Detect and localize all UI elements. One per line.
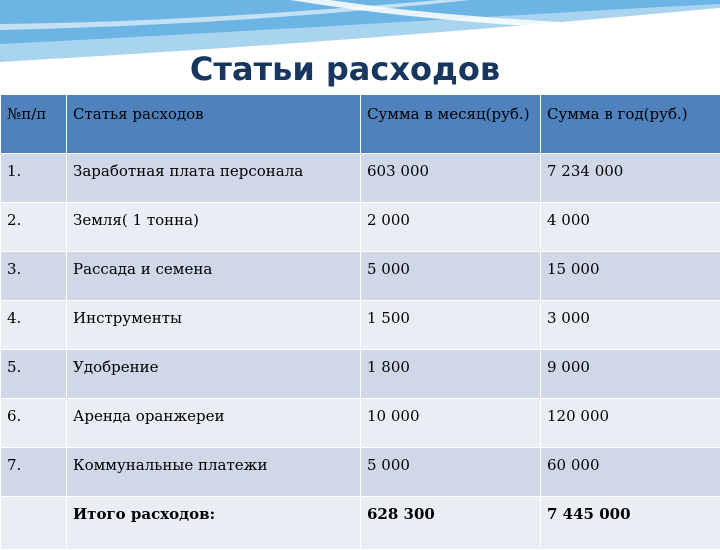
row-number: 4. [1,301,67,350]
row-monthly-sum: 5 000 [361,448,541,497]
table-row [1,448,720,497]
row-item: Коммунальные платежи [67,448,361,497]
row-number: 7. [1,448,67,497]
row-monthly-sum: 603 000 [361,154,541,203]
row-item: Инструменты [67,301,361,350]
table-row [1,203,720,252]
total-yearly-sum: 7 445 000 [541,497,720,550]
row-yearly-sum: 4 000 [541,203,720,252]
row-number: 1. [1,154,67,203]
row-monthly-sum: 1 800 [361,350,541,399]
row-number: 5. [1,350,67,399]
row-yearly-sum: 120 000 [541,399,720,448]
row-yearly-sum: 9 000 [541,350,720,399]
table-row [1,301,720,350]
header-yearly-sum: Сумма в год(руб.) [541,95,720,154]
row-item: Удобрение [67,350,361,399]
table-row [1,399,720,448]
row-number: 2. [1,203,67,252]
row-item: Рассада и семена [67,252,361,301]
table-row [1,350,720,399]
total-label: Итого расходов: [67,497,361,550]
row-yearly-sum: 15 000 [541,252,720,301]
row-monthly-sum: 5 000 [361,252,541,301]
header-monthly-sum: Сумма в месяц(руб.) [361,95,541,154]
row-monthly-sum: 1 500 [361,301,541,350]
row-monthly-sum: 10 000 [361,399,541,448]
header-number: №п/п [1,95,67,154]
table-row [1,252,720,301]
row-number: 6. [1,399,67,448]
row-monthly-sum: 2 000 [361,203,541,252]
row-yearly-sum: 3 000 [541,301,720,350]
row-item: Земля( 1 тонна) [67,203,361,252]
total-number [1,497,67,550]
table-total-row [1,497,720,550]
row-item: Аренда оранжереи [67,399,361,448]
header-item: Статья расходов [67,95,361,154]
page-title: Статьи расходов [0,50,690,88]
row-yearly-sum: 60 000 [541,448,720,497]
row-item: Заработная плата персонала [67,154,361,203]
expenses-table [0,94,720,550]
table-row [1,154,720,203]
table-header-row [1,95,720,154]
total-monthly-sum: 628 300 [361,497,541,550]
row-yearly-sum: 7 234 000 [541,154,720,203]
row-number: 3. [1,252,67,301]
